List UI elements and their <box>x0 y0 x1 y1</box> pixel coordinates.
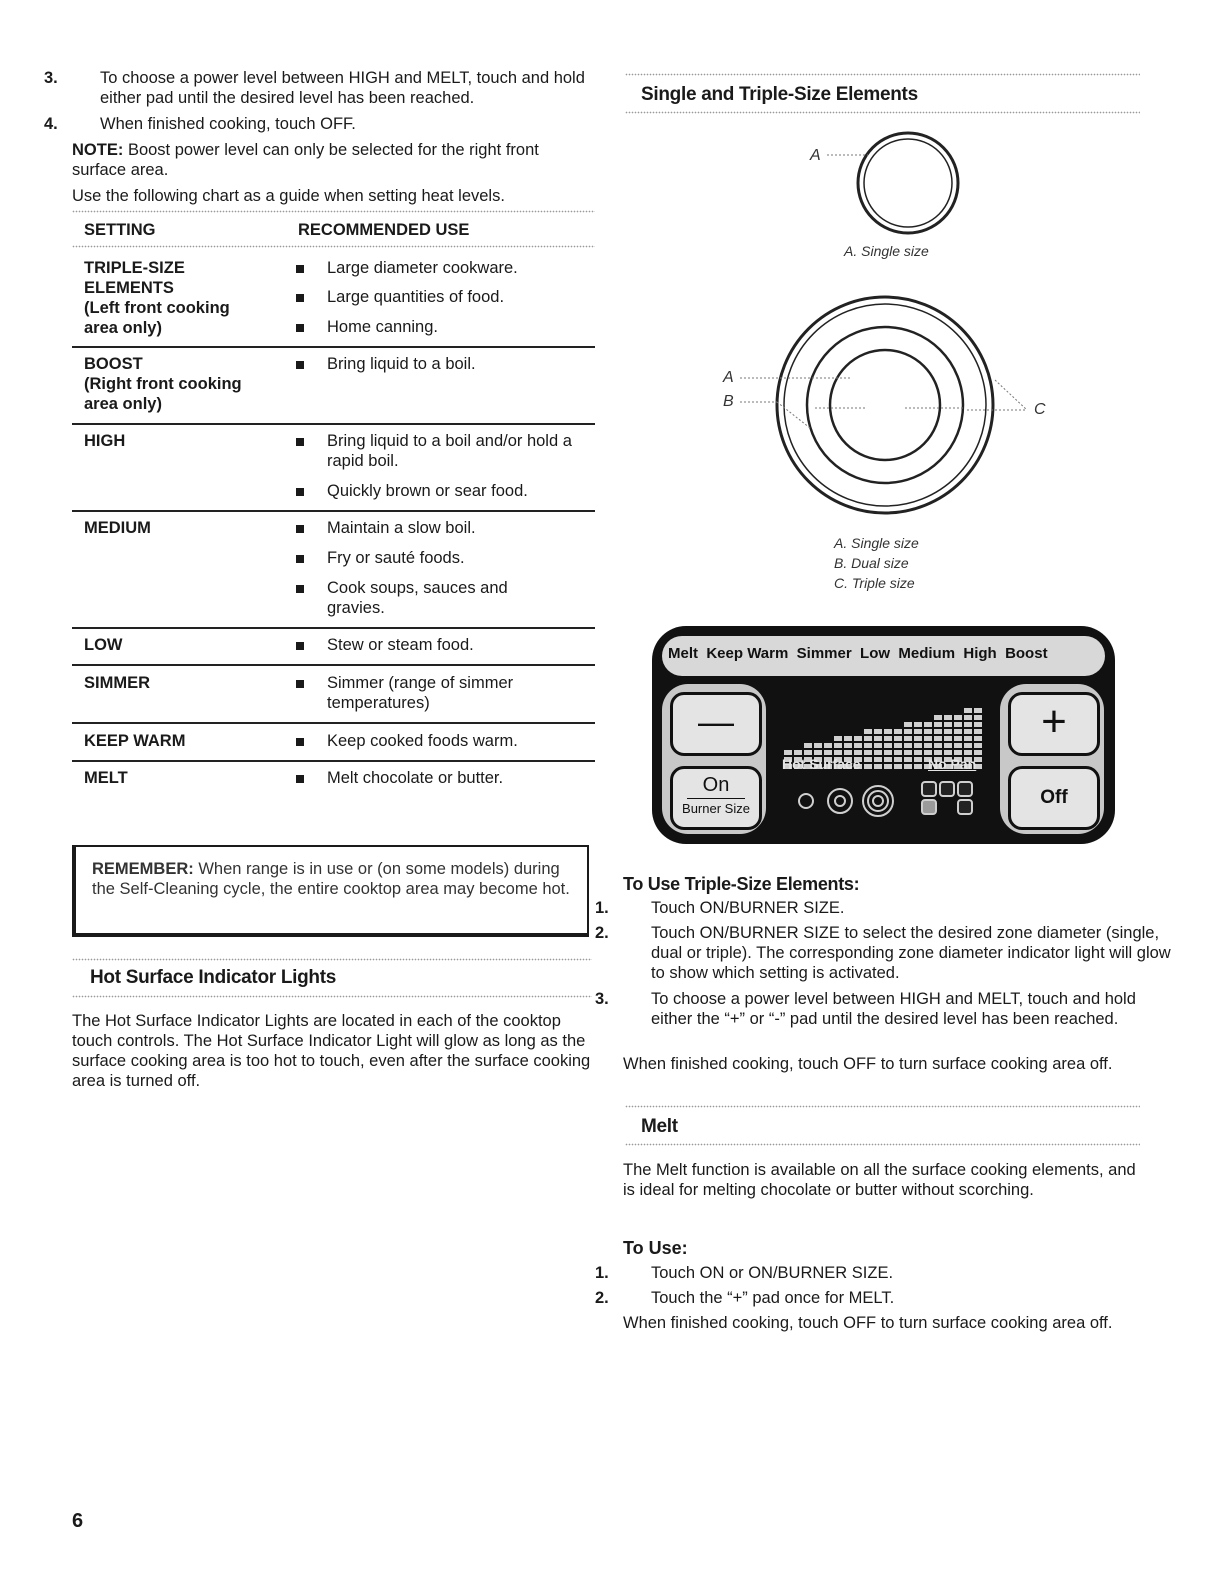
step-text: When finished cooking, touch OFF. <box>100 115 356 133</box>
table-row-setting: MELT <box>84 769 128 787</box>
melt-heading: Melt <box>641 1116 678 1137</box>
use-item: Large quantities of food. <box>327 288 505 306</box>
level-bar-segment <box>804 743 812 748</box>
melt-text: The Melt function is available on all the surface cooking elements, and is ideal for melting chocolate or butter without scorching. <box>623 1161 1136 1199</box>
level-bar-segment <box>864 750 872 755</box>
level-bar-segment <box>964 722 972 727</box>
level-bar-segment <box>884 729 892 734</box>
table-row-setting: KEEP WARM <box>84 732 186 750</box>
table-row-setting: SIMMER <box>84 674 150 692</box>
level-bar-segment <box>964 708 972 713</box>
page-number: 6 <box>72 1510 84 1532</box>
level-bar-segment <box>924 736 932 741</box>
level-bar-segment <box>954 743 962 748</box>
leader-line <box>777 402 810 428</box>
level-bar-segment <box>934 750 942 755</box>
level-bar-segment <box>794 750 802 755</box>
on-label: On <box>702 774 730 796</box>
level-bar-segment <box>894 750 902 755</box>
minus-button[interactable]: — <box>670 692 762 756</box>
bullet-icon <box>296 555 304 563</box>
use-item: Quickly brown or sear food. <box>327 482 528 500</box>
to-use-after: When finished cooking, touch OFF to turn surface cooking area off. <box>623 1314 1113 1332</box>
level-bar-segment <box>874 757 882 762</box>
bullet-icon <box>296 324 304 332</box>
caption-line: C. Triple size <box>834 575 915 591</box>
indicator-cell <box>922 782 936 796</box>
indicator-cell <box>940 782 954 796</box>
level-bar-segment <box>914 757 922 762</box>
level-labels <box>668 645 1048 662</box>
leader-line <box>995 380 1027 410</box>
table-header-use: RECOMMENDED USE <box>298 221 470 239</box>
triple-ring <box>777 297 993 513</box>
level-bar-segment <box>964 736 972 741</box>
level-bar-segment <box>824 750 832 755</box>
to-use-heading: To Use: <box>623 1238 688 1258</box>
indicator-cell <box>958 800 972 814</box>
level-bar-segment <box>934 736 942 741</box>
bullet-icon <box>296 642 304 650</box>
remember-text <box>92 859 572 899</box>
row-divider <box>72 510 595 512</box>
level-bar-segment <box>844 750 852 755</box>
table-row-setting: HIGH <box>84 432 126 450</box>
step-number: 2. <box>595 1289 609 1307</box>
triple-ring-inner <box>784 304 986 506</box>
level-bar-segment <box>914 750 922 755</box>
level-bar-segment <box>964 715 972 720</box>
section-rule <box>625 111 1140 114</box>
level-bar-segment <box>944 750 952 755</box>
level-bar-segment <box>934 715 942 720</box>
section-rule <box>625 1143 1140 1146</box>
setting-line: ELEMENTS <box>84 279 174 297</box>
single-element-diagram <box>790 125 980 250</box>
fig2-label-c: C <box>1034 401 1046 418</box>
level-bar-segment <box>914 722 922 727</box>
setting-line: area only) <box>84 319 162 337</box>
hot-surface-text: The Hot Surface Indicator Lights are located in each of the cooktop touch controls. The Hot Surface Indicator Light will glow as long as the surface cooking area is too hot to touch, even after the surface cooking area is turned off. <box>72 1012 591 1090</box>
fig2-label-b: B <box>723 393 734 410</box>
step-number: 2. <box>595 924 609 942</box>
level-bar-segment <box>904 736 912 741</box>
level-bar-segment <box>944 743 952 748</box>
on-burner-size-button[interactable] <box>670 766 762 830</box>
level-bar-segment <box>954 750 962 755</box>
caption-line: A. Single size <box>834 535 919 551</box>
note-text: Boost power level can only be selected for the right front surface area. <box>72 141 539 179</box>
step-number: 1. <box>595 899 609 917</box>
level-bar-segment <box>934 743 942 748</box>
level-bar-segment <box>974 708 982 713</box>
level-bar-segment <box>874 750 882 755</box>
row-divider <box>72 722 595 724</box>
elements-heading: Single and Triple-Size Elements <box>641 84 918 105</box>
note <box>72 140 597 180</box>
step-text: Touch ON/BURNER SIZE to select the desired zone diameter (single, dual or triple). The corresponding zone diameter indicator light will glow to show which setting is activated. <box>651 924 1171 982</box>
chart-intro: Use the following chart as a guide when setting heat levels. <box>72 187 505 205</box>
level-keep-warm: Keep Warm <box>706 645 789 662</box>
level-bar-segment <box>884 757 892 762</box>
level-bar-segment <box>804 750 812 755</box>
level-bar-segment <box>924 722 932 727</box>
level-bar-segment <box>864 757 872 762</box>
level-bar-segment <box>904 722 912 727</box>
level-bar-segment <box>974 729 982 734</box>
triple-size-middle <box>868 791 888 811</box>
fig1-caption: A. Single size <box>844 243 929 259</box>
level-bar-segment <box>944 736 952 741</box>
level-bar-segment <box>904 750 912 755</box>
level-bar-segment <box>904 764 912 769</box>
triple-after: When finished cooking, touch OFF to turn surface cooking area off. <box>623 1055 1113 1073</box>
off-button[interactable]: Off <box>1008 766 1100 830</box>
level-bar-segment <box>874 736 882 741</box>
level-bar-segment <box>894 729 902 734</box>
plus-button[interactable]: + <box>1008 692 1100 756</box>
level-bar-segment <box>944 729 952 734</box>
table-header-rule <box>72 245 595 248</box>
dual-size-inner <box>835 796 845 806</box>
level-bar-segment <box>974 743 982 748</box>
table-row-setting: MEDIUM <box>84 519 151 537</box>
fig2-label-a: A <box>723 369 734 386</box>
level-bar-segment <box>814 750 822 755</box>
setting-line: TRIPLE-SIZE <box>84 259 185 277</box>
triple-step <box>595 898 1171 918</box>
level-bar-segment <box>814 743 822 748</box>
table-top-rule <box>72 210 595 213</box>
level-bar-segment <box>904 743 912 748</box>
setting-line: BOOST <box>84 355 143 373</box>
step-number: 1. <box>595 1264 609 1282</box>
remember-box <box>72 845 589 937</box>
level-bar-segment <box>914 729 922 734</box>
step-number: 3. <box>595 990 609 1008</box>
level-simmer: Simmer <box>796 645 852 662</box>
level-bar-segment <box>924 750 932 755</box>
level-low: Low <box>860 645 891 662</box>
setting-line: (Right front cooking <box>84 375 242 393</box>
level-bar-segment <box>954 722 962 727</box>
level-bar-segment <box>874 743 882 748</box>
level-bar-segment <box>964 750 972 755</box>
section-rule <box>625 1105 1140 1108</box>
step-text: Touch ON or ON/BURNER SIZE. <box>651 1264 894 1282</box>
level-bar-segment <box>924 743 932 748</box>
level-bar-segment <box>854 736 862 741</box>
level-high: High <box>963 645 997 662</box>
level-bar-segment <box>844 743 852 748</box>
step-number: 3. <box>44 69 58 87</box>
level-bar-segment <box>914 764 922 769</box>
section-rule <box>72 958 592 961</box>
level-bar-segment <box>884 743 892 748</box>
level-bar-segment <box>954 715 962 720</box>
use-item: Cook soups, sauces and gravies. <box>327 579 508 617</box>
use-item: Bring liquid to a boil. <box>327 355 476 373</box>
use-item: Large diameter cookware. <box>327 259 518 277</box>
section-rule <box>625 73 1140 76</box>
level-bar-segment <box>894 736 902 741</box>
level-bar-segment <box>934 729 942 734</box>
level-bar-segment <box>894 743 902 748</box>
level-bar-segment <box>834 750 842 755</box>
bullet-icon <box>296 738 304 746</box>
use-item: Home canning. <box>327 318 438 336</box>
hot-surface-label: Hot Surface <box>782 756 861 772</box>
triple-heading: To Use Triple-Size Elements: <box>623 874 860 894</box>
to-use-step <box>595 1263 1171 1283</box>
step-text: To choose a power level between HIGH and MELT, touch and hold either pad until the desired level has been reached. <box>100 69 585 107</box>
step-text: Touch the “+” pad once for MELT. <box>651 1289 895 1307</box>
setting-line: area only) <box>84 395 162 413</box>
bullet-icon <box>296 680 304 688</box>
level-bar-segment <box>834 743 842 748</box>
level-melt: Melt <box>668 645 698 662</box>
level-boost: Boost <box>1005 645 1048 662</box>
level-bar-segment <box>974 750 982 755</box>
bullet-icon <box>296 585 304 593</box>
level-bar-segment <box>954 736 962 741</box>
single-size-indicator-icon <box>799 794 813 808</box>
level-bar-segment <box>974 722 982 727</box>
table-row-setting <box>84 258 284 338</box>
fig2-captions <box>834 533 919 593</box>
triple-step <box>595 989 1171 1029</box>
hot-surface-heading: Hot Surface Indicator Lights <box>90 967 337 988</box>
section-rule <box>72 995 592 998</box>
table-row-setting <box>84 354 284 414</box>
level-bar-segment <box>934 722 942 727</box>
bullet-icon <box>296 775 304 783</box>
triple-size-inner <box>873 796 883 806</box>
use-item: Stew or steam food. <box>327 636 474 654</box>
hot-surface-light <box>922 800 936 814</box>
row-divider <box>72 627 595 629</box>
divider <box>687 798 745 799</box>
level-bar-segment <box>844 736 852 741</box>
element-inner-ring <box>864 139 952 227</box>
fig1-label-a: A <box>810 147 821 164</box>
level-bar-segment <box>854 750 862 755</box>
bullet-icon <box>296 525 304 533</box>
element-outer-ring <box>858 133 958 233</box>
level-bar-segment <box>874 764 882 769</box>
level-bar-segment <box>894 764 902 769</box>
level-bar-segment <box>784 750 792 755</box>
step-number: 4. <box>44 115 58 133</box>
table-row-setting: LOW <box>84 636 123 654</box>
row-divider <box>72 664 595 666</box>
triple-element-diagram <box>715 290 1055 540</box>
level-bar-segment <box>944 715 952 720</box>
level-bar-segment <box>884 750 892 755</box>
step-3 <box>44 68 620 108</box>
control-panel <box>652 626 1115 844</box>
level-medium: Medium <box>898 645 956 662</box>
bullet-icon <box>296 438 304 446</box>
single-ring <box>830 350 940 460</box>
indicator-cell <box>958 782 972 796</box>
use-item: Fry or sauté foods. <box>327 549 465 567</box>
burner-size-label: Burner Size <box>682 801 750 816</box>
use-item: Bring liquid to a boil and/or hold a rapid boil. <box>327 432 572 470</box>
to-use-step <box>595 1288 1171 1308</box>
level-bar-segment <box>974 715 982 720</box>
remember-body: When range is in use or (on some models) during the Self-Cleaning cycle, the entire cooktop area may become hot. <box>92 860 570 898</box>
level-bar-segment <box>864 729 872 734</box>
step-text: Touch ON/BURNER SIZE. <box>651 899 845 917</box>
level-bar-segment <box>904 757 912 762</box>
table-header-setting: SETTING <box>84 221 156 239</box>
level-bar-segment <box>944 722 952 727</box>
level-bar-segment <box>904 729 912 734</box>
level-bar-segment <box>954 729 962 734</box>
level-bar-segment <box>914 736 922 741</box>
caption-line: B. Dual size <box>834 555 909 571</box>
level-bar-segment <box>974 736 982 741</box>
level-bar-segment <box>864 764 872 769</box>
note-label: NOTE: <box>72 141 124 159</box>
level-bar-segment <box>884 764 892 769</box>
level-bar-segment <box>864 743 872 748</box>
level-bar-segment <box>854 743 862 748</box>
remember-label: REMEMBER: <box>92 860 194 878</box>
bullet-icon <box>296 488 304 496</box>
use-item: Keep cooked foods warm. <box>327 732 518 750</box>
level-bar-segment <box>914 743 922 748</box>
level-bar-segment <box>884 736 892 741</box>
bullet-icon <box>296 361 304 369</box>
row-divider <box>72 760 595 762</box>
use-item: Simmer (range of simmer temperatures) <box>327 674 514 712</box>
level-bar-segment <box>864 736 872 741</box>
no-pan-label: No Pan <box>928 756 977 772</box>
row-divider <box>72 346 595 348</box>
level-bar-segment <box>924 729 932 734</box>
step-text: To choose a power level between HIGH and MELT, touch and hold either the “+” or “-” pad until the desired level has been reached. <box>651 990 1136 1028</box>
bullet-icon <box>296 265 304 273</box>
triple-step <box>595 923 1171 983</box>
level-bar-segment <box>894 757 902 762</box>
dual-size-indicator-icon <box>828 789 852 813</box>
step-4 <box>44 114 620 134</box>
setting-line: (Left front cooking <box>84 299 230 317</box>
level-bar-segment <box>964 743 972 748</box>
row-divider <box>72 423 595 425</box>
level-bar-segment <box>874 729 882 734</box>
use-item: Maintain a slow boil. <box>327 519 476 537</box>
level-bar-segment <box>834 736 842 741</box>
level-bar-segment <box>964 729 972 734</box>
level-bar-segment <box>824 743 832 748</box>
use-item: Melt chocolate or butter. <box>327 769 504 787</box>
bullet-icon <box>296 294 304 302</box>
